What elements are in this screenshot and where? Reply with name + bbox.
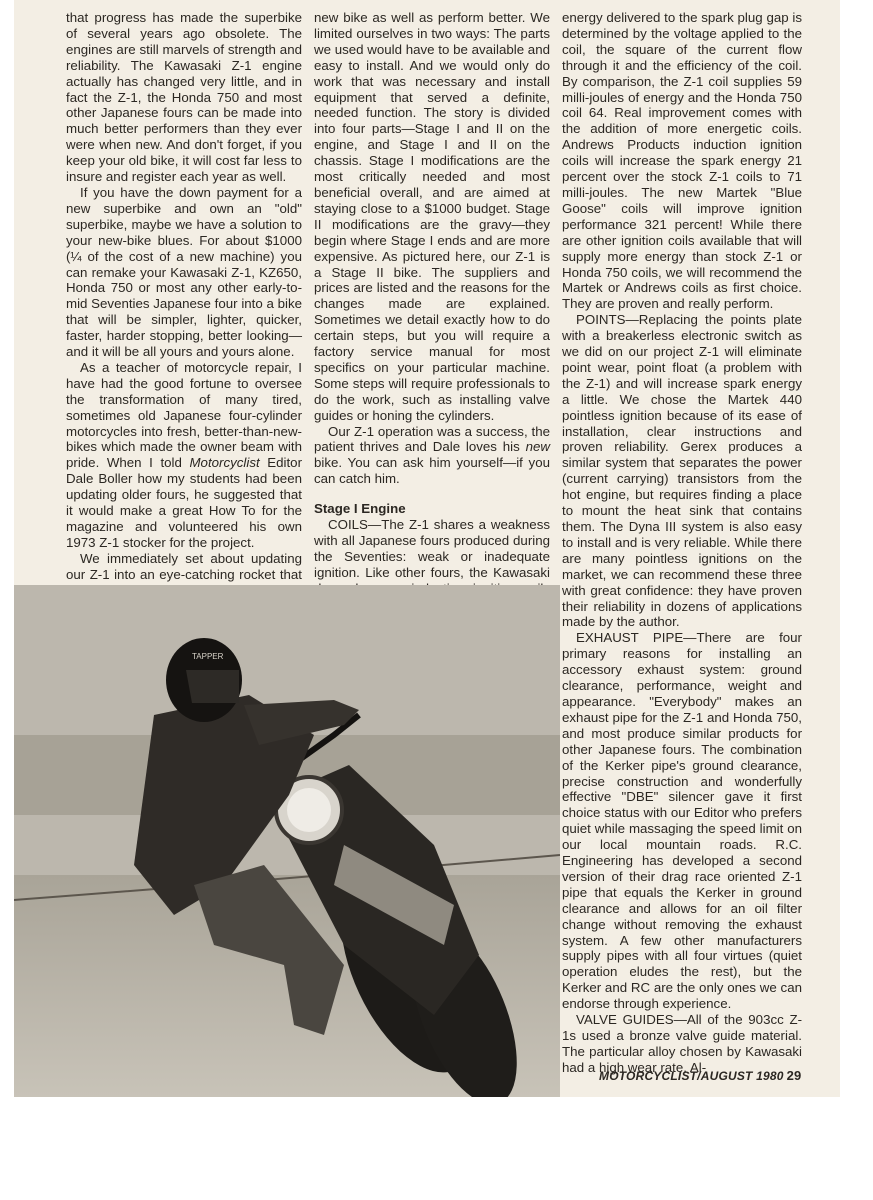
magazine-name: MOTORCYCLIST/AUGUST 1980 (599, 1069, 784, 1083)
emphasis: new (525, 439, 550, 455)
magazine-page (14, 0, 840, 1097)
paragraph: new bike as well as perform better. We limited ourselves in two ways: The parts we used would have to be available and easy to install. And we would only do work that was necessary and install equipment that served a definite, needed function. The story is divided into four parts—Stage I and II on the engine, and Stage I and II on the chassis. Stage I modifications are the most critically needed and most beneficial overall, and are aimed at staying close to a $1000 budget. Stage II modifications are the gravy—they begin where Stage I ends and are more expensive. As pictured here, our Z-1 is a Stage II bike. The suppliers and prices are listed and the reasons for the changes made are explained. Sometimes we detail exactly how to do certain steps, but you will require a factory service manual for most specifics on your particular machine. Some steps will require professionals to do the work, such as installing valve guides or honing the cylinders. (314, 10, 550, 423)
paragraph: EXHAUST PIPE—There are four primary reasons for installing an accessory exhaust system: ground clearance, performance, weight and appearance. "Everybody" makes an exhaust pipe for the Z-1 and Honda 750, and most produce similar products for other Japanese fours. The combination of the Kerker pipe's ground clearance, precise construction and wonderfully effective "DBE" silencer gave it first choice status with our Editor who prefers quiet while massaging the speed limit on our local mountain roads. R.C. Engineering has developed a second version of their drag race oriented Z-1 pipe that equals the Kerker in ground clearance and allows for an oil filter change without removing the exhaust system. A few other manufacturers supply pipes with all four virtues (quiet operation eludes the rest), but the Kerker and RC are the only ones we can endorse through experience. (562, 630, 802, 1012)
text-run: Editor Dale Boller how my students had been updating older fours, he suggested that it would make a great How To for the magazine and volunteered his own 1973 Z-1 stocker for the project. (66, 455, 302, 550)
paragraph (66, 360, 302, 551)
emphasis: Motorcyclist (189, 455, 260, 471)
text-run: Our Z-1 operation was a success, the patient thrives and Dale loves his (314, 423, 550, 455)
paragraph: energy delivered to the spark plug gap is determined by the voltage applied to the coil, the square of the current flow through it and the efficiency of the coil. By comparison, the Z-1 coil supplies 59 milli-joules of energy and the Honda 750 coil 64. Real improvement comes with the addition of more energetic coils. Andrews Products induction ignition coils will increase the spark energy 21 percent over the stock Z-1 coils to 71 milli-joules. The new Martek "Blue Goose" coils will improve ignition performance 321 percent! While there are other ignition coils available that will supply more energy than stock Z-1 or Honda 750 coils, we will recommend the Martek or Andrews coils as first choice. They are proven and really perform. (562, 10, 802, 312)
paragraph: If you have the down payment for a new superbike and own an "old" superbike, maybe we have a solution to your new-bike blues. For about $1000 (¼ of the cost of a new machine) you can remake your Kawasaki Z-1, KZ650, Honda 750 or most any other early-to-mid Seventies Japanese four into a bike that will be simpler, lighter, quicker, faster, harder stopping, better looking—and it will be all yours and yours alone. (66, 184, 302, 360)
text-column-1 (66, 10, 302, 599)
rider-cornering-illustration (14, 585, 560, 1097)
text-run: As a teacher of motorcycle repair, I have had the good fortune to oversee the transformation of many tired, sometimes old Japanese four-cylinder motorcycles into fresh, better-than-new-bikes which made the owner beam with pride. When I told (66, 359, 302, 471)
helmet-visor (186, 670, 239, 703)
motorcycle-photo (14, 585, 560, 1097)
text-run: We immediately set about updating our Z-1 into an eye-catching rocket that (66, 550, 302, 582)
text-column-2 (314, 10, 550, 628)
page-number: 29 (786, 1068, 802, 1083)
paragraph: VALVE GUIDES—All of the 903cc Z-1s used a bronze valve guide material. The particular alloy chosen by Kawasaki had a high wear rate. Al- (562, 1012, 802, 1075)
section-heading: Stage I Engine (314, 501, 406, 517)
paragraph: that progress has made the superbike of several years ago obsolete. The engines are still marvels of strength and reliability. The Kawasaki Z-1 engine actually has changed very little, and in fact the Z-1, the Honda 750 and most other Japanese fours can be made into much better performers than they ever were when new. And don't forget, if you keep your old bike, it will cost far less to insure and register each year as well. (66, 10, 302, 185)
paragraph: COILS—The Z-1 shares a weakness with all Japanese fours produced during the Seventies: weak or inadequate ignition. Like other fours, the Kawasaki (314, 517, 550, 580)
text-run: bike. You can ask him yourself—if you can catch him. (314, 455, 550, 487)
text-column-3 (562, 10, 802, 1076)
paragraph (314, 424, 550, 488)
headlight-lens (287, 788, 331, 832)
paragraph: POINTS—Replacing the points plate with a breakerless electronic switch as we did on our project Z-1 will eliminate point wear, point float (a problem with the Z-1) and will increase spark energy a little. We chose the Martek 440 pointless ignition because of its ease of installation, clear instructions and proven reliability. Gerex produces a similar system that separates the power (current carrying) transistors from the hot engine, but requires finding a place to mount the heat sink that contains them. The Dyna III system is also easy to install and is very reliable. While there are many pointless ignitions on the market, we can recommend these three with great confidence: they have proven their reliability in dozens of applications made by the author. (562, 312, 802, 630)
helmet-logo: TAPPER (192, 652, 224, 661)
page-footer (599, 1068, 809, 1083)
